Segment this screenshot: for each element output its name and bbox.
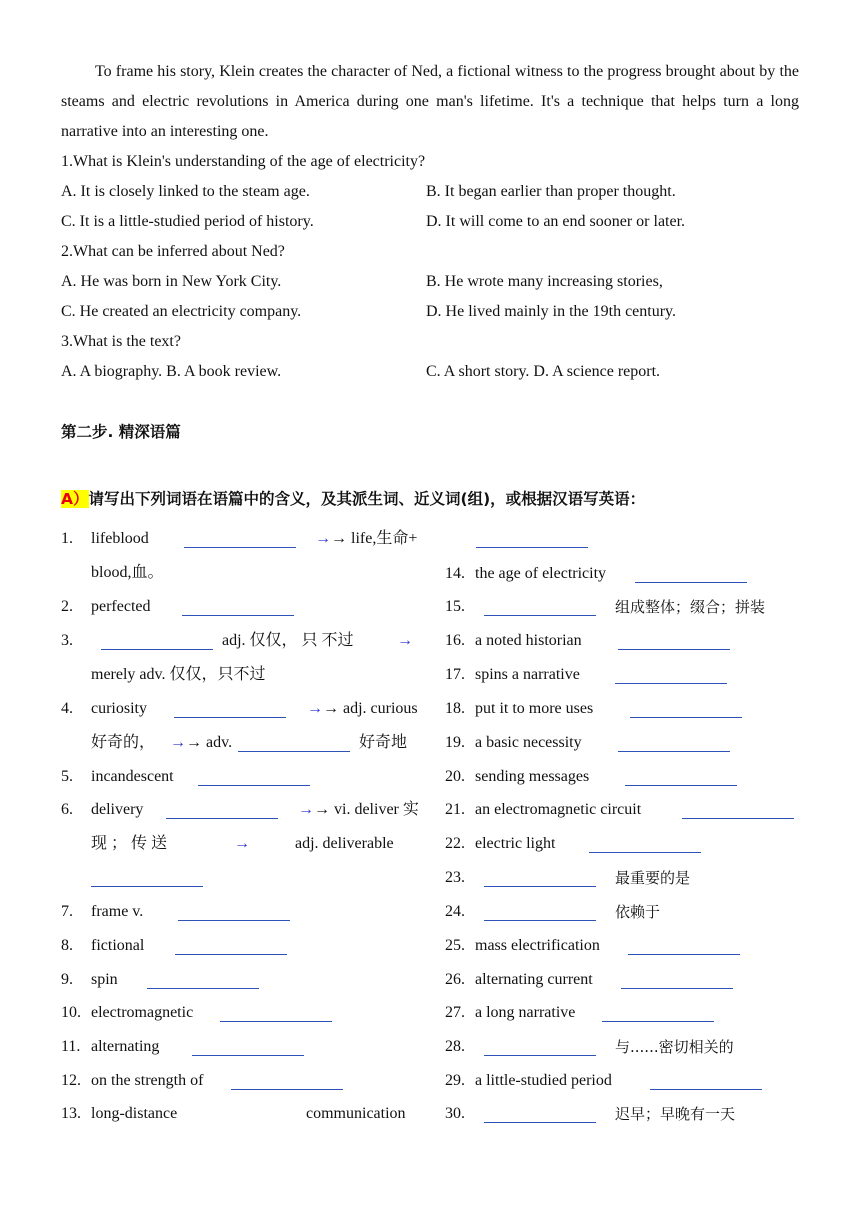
vocab-item-29: 29. a little-studied period [445, 1072, 612, 1089]
vocab-item-9: 9. spin [61, 971, 118, 988]
arrow-icon: → [170, 734, 186, 751]
vocab-item-15-meaning: 组成整体；缀合；拼装 [615, 598, 766, 616]
vocab-item-19: 19. a basic necessity [445, 734, 582, 751]
answer-blank-25[interactable] [628, 938, 740, 955]
vocab-item-22: 22. electric light [445, 835, 556, 852]
answer-blank-12[interactable] [231, 1073, 343, 1090]
answer-blank-26[interactable] [621, 972, 733, 989]
section-a-marker: A） [61, 490, 89, 508]
answer-blank-23[interactable] [484, 870, 596, 887]
vocab-item-12: 12. on the strength of [61, 1072, 204, 1089]
vocab-item-5: 5. incandescent [61, 768, 174, 785]
answer-blank-30[interactable] [484, 1106, 596, 1123]
arrow-icon: → [397, 632, 413, 649]
intro-paragraph: To frame his story, Klein creates the character of Ned, a fictional witness to the progress brought about by the steams and electric revolutions in America during one man's lifetime. It's a technique that helps turn a long narrative into an interesting one. [61, 63, 799, 140]
question-3-options-ab: A. A biography. B. A book review. [61, 363, 282, 380]
answer-blank-16[interactable] [618, 633, 730, 650]
answer-blank-4b[interactable] [238, 735, 350, 752]
question-2-option-b: B. He wrote many increasing stories, [426, 273, 663, 290]
question-1-option-c: C. It is a little-studied period of history. [61, 213, 314, 230]
vocab-item-17: 17. spins a narrative [445, 666, 580, 683]
vocab-item-24-number: 24. [445, 903, 465, 920]
vocab-item-14: 14. the age of electricity [445, 565, 607, 582]
answer-blank-20[interactable] [625, 769, 737, 786]
vocab-item-23-meaning: 最重要的是 [615, 869, 691, 887]
answer-blank-2[interactable] [182, 599, 294, 616]
vocab-item-8: 8. fictional [61, 937, 145, 954]
vocab-item-15-number: 15. [445, 598, 465, 615]
answer-blank-1[interactable] [184, 531, 296, 548]
vocab-item-7: 7. frame v. [61, 903, 144, 920]
answer-blank-6b[interactable] [91, 870, 203, 887]
vocab-item-25: 25. mass electrification [445, 937, 600, 954]
question-2-option-d: D. He lived mainly in the 19th century. [426, 303, 677, 320]
vocab-item-13-cont: communication [306, 1105, 406, 1122]
answer-blank-13[interactable] [476, 531, 588, 548]
vocab-item-4: 4. curiosity [61, 700, 147, 717]
section-a-instruction [61, 489, 645, 509]
question-3-options-cd: C. A short story. D. A science report. [426, 363, 661, 380]
vocab-item-18: 18. put it to more uses [445, 700, 594, 717]
answer-blank-27[interactable] [602, 1005, 714, 1022]
answer-blank-9[interactable] [147, 972, 259, 989]
answer-blank-21[interactable] [682, 802, 794, 819]
arrow-icon: → [315, 530, 331, 547]
vocab-item-2: 2. perfected [61, 598, 151, 615]
answer-blank-18[interactable] [630, 701, 742, 718]
vocab-item-24-meaning: 依赖于 [615, 903, 661, 921]
answer-blank-14[interactable] [635, 566, 747, 583]
answer-blank-10[interactable] [220, 1005, 332, 1022]
answer-blank-3[interactable] [101, 633, 213, 650]
question-2-option-a: A. He was born in New York City. [61, 273, 282, 290]
answer-blank-5[interactable] [198, 769, 310, 786]
question-2-option-c: C. He created an electricity company. [61, 303, 302, 320]
arrow-icon: → [298, 801, 314, 818]
vocab-item-1 [61, 529, 149, 549]
question-2-stem: 2.What can be inferred about Ned? [61, 243, 285, 260]
answer-blank-24[interactable] [484, 904, 596, 921]
answer-blank-4[interactable] [174, 701, 286, 718]
answer-blank-19[interactable] [618, 735, 730, 752]
vocab-item-4-adv: →→ adv. [170, 734, 233, 751]
vocab-item-6-adj: adj. deliverable [295, 835, 394, 852]
answer-blank-22[interactable] [589, 836, 701, 853]
vocab-item-4-hint: →→ adj. curious [307, 700, 418, 717]
vocab-item-21: 21. an electromagnetic circuit [445, 801, 642, 818]
vocab-item-20: 20. sending messages [445, 768, 590, 785]
step2-heading: 第二步. 精深语篇 [61, 423, 181, 441]
answer-blank-11[interactable] [192, 1039, 304, 1056]
question-1-option-d: D. It will come to an end sooner or later. [426, 213, 686, 230]
vocab-item-26: 26. alternating current [445, 971, 593, 988]
vocab-item-30-number: 30. [445, 1105, 465, 1122]
vocab-item-3-hint-cont: merely adv. 仅仅，只不过 [91, 666, 266, 683]
vocab-item-3-hint: adj. 仅仅， 只 不过 [222, 632, 354, 649]
arrow-icon: → [307, 700, 323, 717]
answer-blank-28[interactable] [484, 1039, 596, 1056]
vocab-item-6: 6. delivery [61, 801, 144, 818]
arrow-icon: → [234, 835, 250, 852]
vocab-item-11: 11. alternating [61, 1038, 160, 1055]
vocab-item-1-hint: →→ life,生命+ [315, 530, 418, 547]
answer-blank-17[interactable] [615, 667, 727, 684]
question-3-stem: 3.What is the text? [61, 333, 181, 350]
vocab-item-4-adv-meaning: 好奇地 [359, 734, 408, 751]
answer-blank-6[interactable] [166, 802, 278, 819]
vocab-item-28-meaning: 与......密切相关的 [615, 1038, 734, 1056]
question-1-stem: 1.What is Klein's understanding of the age of electricity? [61, 153, 426, 170]
question-1-option-a: A. It is closely linked to the steam age. [61, 183, 310, 200]
item-number: 1. [61, 530, 73, 547]
answer-blank-7[interactable] [178, 904, 290, 921]
vocab-item-13: 13. long-distance [61, 1105, 178, 1122]
vocab-item-6-hint: →→ vi. deliver 实 [298, 801, 419, 818]
question-1-option-b: B. It began earlier than proper thought. [426, 183, 676, 200]
vocab-item-16: 16. a noted historian [445, 632, 582, 649]
vocab-item-27: 27. a long narrative [445, 1004, 576, 1021]
vocab-item-3-number: 3. [61, 632, 73, 649]
answer-blank-29[interactable] [650, 1073, 762, 1090]
vocab-item-4-hint-cont: 好奇的， [91, 734, 156, 751]
section-a-instruction-text: 请写出下列词语在语篇中的含义，及其派生词、近义词(组)，或根据汉语写英语： [88, 490, 646, 508]
item-term: lifeblood [91, 530, 149, 547]
answer-blank-15[interactable] [484, 599, 596, 616]
vocab-item-30-meaning: 迟早；早晚有一天 [615, 1105, 736, 1123]
answer-blank-8[interactable] [175, 938, 287, 955]
vocab-item-23-number: 23. [445, 869, 465, 886]
vocab-item-6-hint-cont: 现 ； 传 送 [91, 835, 168, 852]
vocab-item-28-number: 28. [445, 1038, 465, 1055]
vocab-item-1-hint-cont: blood,血。 [91, 564, 164, 581]
vocab-item-10: 10. electromagnetic [61, 1004, 194, 1021]
